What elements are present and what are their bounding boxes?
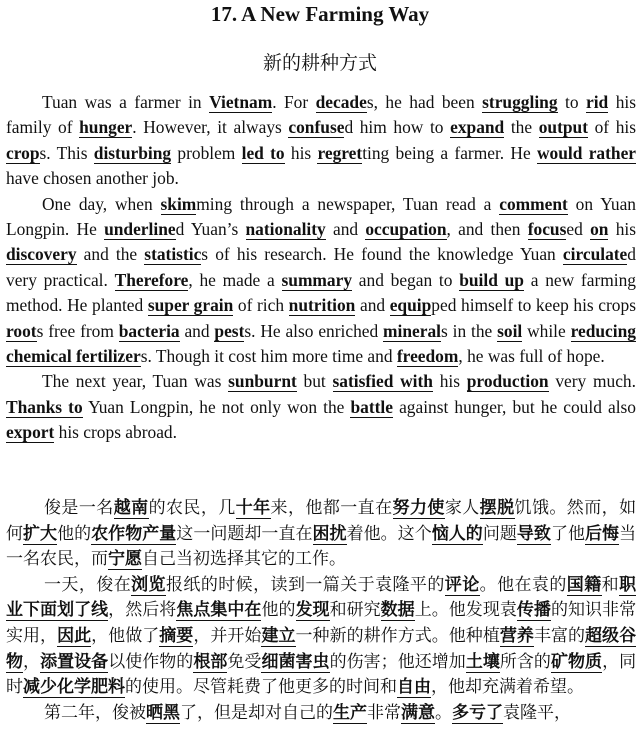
text-run: 自己当初选择其它的工作。 <box>142 549 346 570</box>
text-run: ，并开始 <box>193 625 262 646</box>
text-run: 袁隆平， <box>503 702 571 723</box>
keyword: build up <box>459 269 524 290</box>
chinese-paragraph <box>6 573 636 701</box>
text-run: 问题 <box>482 523 517 544</box>
keyword: nutrition <box>288 295 356 316</box>
keyword: Vietnam <box>209 92 273 112</box>
keyword: 困扰 <box>312 523 347 544</box>
keyword: 国籍 <box>566 574 602 595</box>
keyword: regret <box>317 142 363 163</box>
keyword: discovery <box>6 244 77 265</box>
keyword: 添置设备 <box>40 651 109 672</box>
text-run: 这一问题却一直在 <box>176 523 313 544</box>
text-run: 的使用。尽管耗费了他更多的时间和 <box>125 677 397 698</box>
keyword: circulate <box>562 244 628 265</box>
lesson-subtitle: 新的耕种方式 <box>262 52 377 74</box>
keyword: 摆脱 <box>479 498 515 518</box>
english-passage <box>6 90 636 446</box>
keyword: root <box>6 320 37 341</box>
keyword: reducing <box>570 320 636 341</box>
english-paragraph <box>6 369 636 445</box>
lesson-title: 17. A New Farming Way <box>210 2 430 26</box>
keyword: Thanks to <box>6 396 83 417</box>
keyword: 细菌害虫 <box>261 651 330 672</box>
keyword: led to <box>241 142 285 163</box>
english-paragraph <box>6 90 636 192</box>
text-run: 来，他都一直在 <box>270 498 393 518</box>
text-run: 免受 <box>227 651 262 672</box>
keyword: Therefore <box>114 269 189 290</box>
keyword: 恼人的 <box>431 523 483 544</box>
text-run: s. Though it cost him more time and <box>140 346 397 367</box>
text-run: d very practical. <box>6 244 636 290</box>
text-run: 他的 <box>57 523 92 544</box>
text-run: ，同时 <box>6 651 637 698</box>
text-run: the <box>504 117 539 138</box>
text-run: 和 <box>601 574 620 595</box>
text-run: Tuan was a farmer in <box>42 92 210 112</box>
text-run: . For <box>272 92 316 112</box>
text-run: s of his research. He found the knowledge Yuan <box>201 244 563 265</box>
text-run: 的农民，几 <box>148 498 236 518</box>
keyword: pest <box>214 320 245 341</box>
text-run: 家人 <box>444 498 480 518</box>
keyword: 减少化学肥料 <box>23 677 125 698</box>
text-run: have chosen another job. <box>6 168 179 189</box>
keyword: statistic <box>144 244 202 265</box>
text-run: and <box>355 295 390 316</box>
keyword: mineral <box>383 320 442 341</box>
keyword: rid <box>586 92 609 112</box>
keyword: battle <box>350 396 393 417</box>
text-run: , and then <box>446 219 528 240</box>
text-run: his family of <box>6 92 636 138</box>
keyword: production <box>466 371 549 392</box>
text-run: his <box>608 219 636 240</box>
text-run: 一种新的耕作方式。他种植 <box>295 625 500 646</box>
text-run: ting being a farmer. He <box>362 142 537 163</box>
text-run: , he was full of hope. <box>458 346 605 367</box>
text-run: 着他。这个 <box>346 523 432 544</box>
text-run: and <box>179 320 215 341</box>
text-run: and the <box>76 244 145 265</box>
keyword: 发现 <box>295 600 330 621</box>
text-run: his <box>284 142 318 163</box>
text-run: 他的 <box>261 600 296 621</box>
text-run: 了他 <box>550 523 586 544</box>
keyword: 营养 <box>499 625 534 646</box>
keyword: expand <box>450 117 505 138</box>
text-run: Yuan Longpin, he not only won the <box>82 396 351 417</box>
text-run: ，他做了 <box>91 625 160 646</box>
keyword: freedom <box>396 346 459 367</box>
keyword: 十年 <box>235 498 271 518</box>
text-run: , he made a <box>188 269 282 290</box>
text-run: 和研究 <box>329 600 381 621</box>
english-paragraph <box>6 192 636 370</box>
keyword: 自由 <box>397 677 431 698</box>
keyword: 根部 <box>193 651 228 672</box>
text-run: his crops abroad. <box>54 422 177 443</box>
text-run: ， <box>23 651 41 672</box>
text-run: ，他却充满着希望。 <box>431 677 584 698</box>
text-run: s free from <box>36 320 119 341</box>
keyword: 因此 <box>57 625 92 646</box>
keyword: chemical fertilizer <box>6 346 141 367</box>
text-run: s. This <box>39 142 94 163</box>
keyword: 摘要 <box>159 625 194 646</box>
keyword: 后悔 <box>585 523 620 544</box>
text-run: a new farming method. He planted <box>6 269 636 316</box>
text-run: 非常 <box>367 702 401 723</box>
keyword: 土壤 <box>465 651 500 672</box>
chinese-paragraph <box>6 701 636 727</box>
text-run: to <box>557 92 586 112</box>
text-run: d him how to <box>344 117 451 138</box>
text-run: 所含的 <box>499 651 551 672</box>
text-run: of rich <box>233 295 289 316</box>
keyword: bacteria <box>118 320 180 341</box>
keyword: focus <box>527 219 567 240</box>
text-run: his <box>432 371 467 392</box>
keyword: export <box>6 422 55 443</box>
text-run: 以使作物的 <box>108 651 194 672</box>
text-run: 丰富的 <box>533 625 586 646</box>
text-run: s. He also enriched <box>244 320 384 341</box>
keyword: decade <box>315 92 367 112</box>
keyword: 农作物产量 <box>91 523 177 544</box>
keyword: crop <box>6 142 40 163</box>
keyword: occupation <box>365 219 447 240</box>
text-run: ，然后将 <box>108 600 177 621</box>
keyword: struggling <box>482 92 558 112</box>
keyword: equip <box>389 295 432 316</box>
keyword: 数据 <box>380 600 415 621</box>
keyword: 职业下面划了线 <box>6 574 637 621</box>
keyword: output <box>538 117 588 138</box>
text-run: 。 <box>435 702 452 723</box>
keyword: 超级谷物 <box>6 625 637 672</box>
keyword: 生产 <box>333 702 367 723</box>
keyword: satisfied with <box>332 371 433 392</box>
text-run: 上。他发现袁 <box>414 600 517 621</box>
keyword: nationality <box>245 219 326 240</box>
text-run: One day, when <box>42 193 161 214</box>
keyword: 宁愿 <box>108 549 142 570</box>
text-run: 。他在袁的 <box>479 574 567 595</box>
text-run: and <box>325 219 366 240</box>
text-run: 的知识非常实用， <box>6 600 637 646</box>
text-run: The next year, Tuan was <box>42 371 229 392</box>
text-run: . However, it always <box>132 117 289 138</box>
keyword: 越南 <box>113 498 149 518</box>
text-run: ped himself to keep his crops <box>431 295 636 316</box>
text-run: of his <box>588 117 636 138</box>
text-run: and began to <box>352 269 460 290</box>
keyword: skim <box>160 193 197 214</box>
text-run: 俊是一名 <box>44 498 114 518</box>
keyword: summary <box>281 269 353 290</box>
keyword: 扩大 <box>23 523 58 544</box>
text-run: d Yuan’s <box>175 219 246 240</box>
text-run: on Yuan Longpin. He <box>6 193 636 240</box>
keyword: sunburnt <box>228 371 297 392</box>
text-run: ed <box>566 219 591 240</box>
text-run: 报纸的时候，读到一篇关于袁隆平的 <box>165 574 445 595</box>
keyword: comment <box>499 193 568 214</box>
keyword: 导致 <box>516 523 551 544</box>
text-run: 了，但是却对自己的 <box>180 702 333 723</box>
keyword: hunger <box>79 117 133 138</box>
chinese-passage <box>6 496 636 726</box>
keyword: 焦点集中在 <box>176 600 262 621</box>
text-run: against hunger, but he could also <box>392 396 636 417</box>
text-run: but <box>296 371 333 392</box>
text-run: 第二年，俊被 <box>44 702 146 723</box>
text-run: 的伤害；他还增加 <box>329 651 466 672</box>
keyword: 矿物质 <box>550 651 603 672</box>
keyword: 满意 <box>401 702 435 723</box>
text-run: s, he had been <box>366 92 483 112</box>
text-run: very much. <box>548 371 636 392</box>
text-run: 一天，俊在 <box>44 574 132 595</box>
keyword: on <box>590 219 609 240</box>
text-run: problem <box>171 142 242 163</box>
keyword: underline <box>104 219 176 240</box>
keyword: disturbing <box>93 142 172 163</box>
chinese-paragraph <box>6 496 636 573</box>
keyword: soil <box>497 320 523 341</box>
keyword: 努力使 <box>392 498 445 518</box>
text-run: s in the <box>441 320 498 341</box>
text-run: 饥饿。然而，如何 <box>6 498 637 544</box>
keyword: would rather <box>536 142 637 163</box>
keyword: confuse <box>288 117 345 138</box>
text-run: while <box>522 320 571 341</box>
keyword: 评论 <box>444 574 480 595</box>
keyword: 传播 <box>516 600 551 621</box>
text-run: 当一名农民，而 <box>6 523 637 570</box>
keyword: super grain <box>147 295 234 316</box>
keyword: 建立 <box>261 625 296 646</box>
keyword: 晒黑 <box>146 702 180 723</box>
keyword: 浏览 <box>131 574 166 595</box>
keyword: 多亏了 <box>452 702 503 723</box>
text-run: ming through a newspaper, Tuan read a <box>196 193 500 214</box>
